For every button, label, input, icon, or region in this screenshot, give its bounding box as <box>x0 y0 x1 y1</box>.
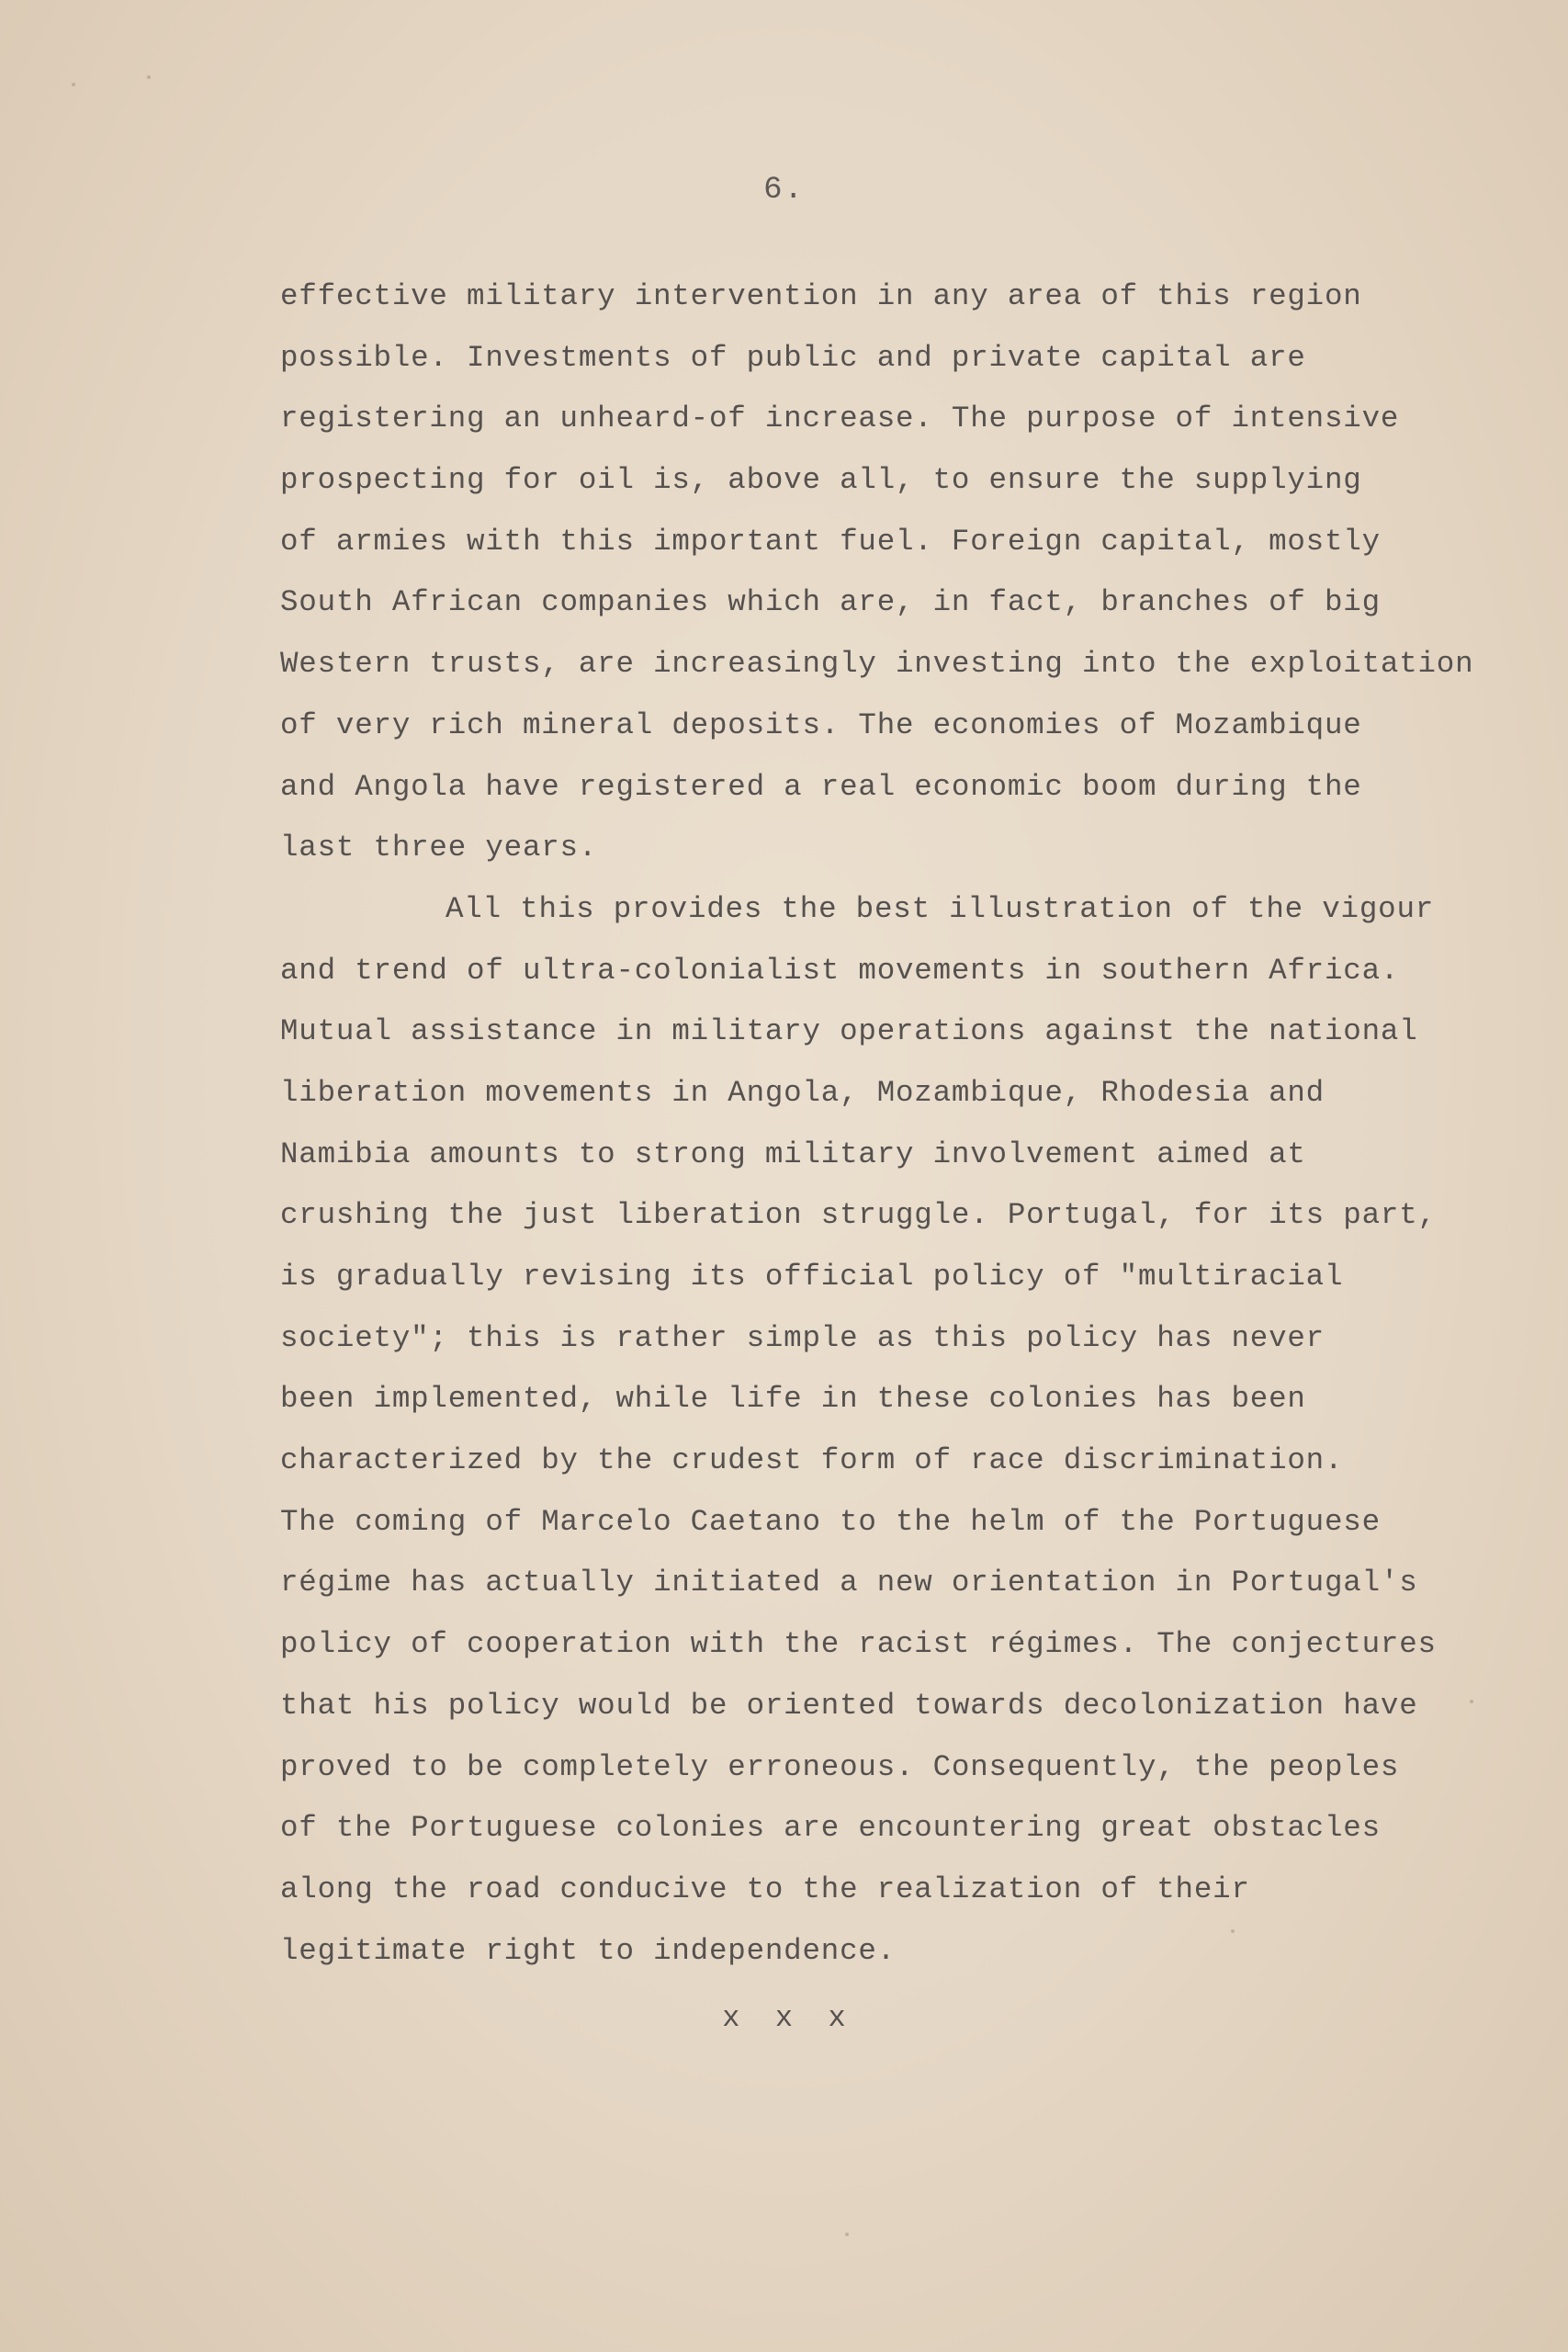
text-line: registering an unheard-of increase. The purpose of intensive <box>280 401 1400 436</box>
text-line: along the road conducive to the realization of their <box>280 1871 1250 1906</box>
paper-speck <box>845 2233 849 2236</box>
text-line: is gradually revising its official policy of "multiracial <box>280 1260 1344 1294</box>
text-line: crushing the just liberation struggle. Portugal, for its part, <box>280 1198 1437 1233</box>
paper-speck <box>147 75 151 79</box>
text-line: and Angola have registered a real economic boom during the <box>280 769 1362 804</box>
text-line: South African companies which are, in fact, branches of big <box>280 585 1381 620</box>
text-line: Namibia amounts to strong military involvement aimed at <box>280 1136 1306 1171</box>
text-line: society"; this is rather simple as this policy has never <box>280 1320 1325 1355</box>
text-line: liberation movements in Angola, Mozambique, Rhodesia and <box>280 1075 1325 1110</box>
text-line: proved to be completely erroneous. Consequently, the peoples <box>280 1749 1400 1784</box>
paper-speck <box>1470 1700 1473 1703</box>
body-text <box>280 266 1511 1982</box>
text-line: The coming of Marcelo Caetano to the helm of the Portuguese <box>280 1504 1381 1539</box>
text-line: of armies with this important fuel. Foreign capital, mostly <box>280 524 1381 559</box>
text-line: prospecting for oil is, above all, to ensure the supplying <box>280 463 1362 498</box>
text-line: régime has actually initiated a new orientation in Portugal's <box>280 1566 1418 1600</box>
text-line: last three years. <box>280 831 598 865</box>
text-line: legitimate right to independence. <box>280 1933 897 1968</box>
text-line: possible. Investments of public and private capital are <box>280 340 1306 375</box>
paper-speck <box>1231 1929 1235 1933</box>
text-line: that his policy would be oriented towards decolonization have <box>280 1688 1418 1723</box>
paper-speck <box>72 83 75 86</box>
paragraph-first-line: All this provides the best illustration of the vigour <box>446 891 1435 926</box>
text-line: of the Portuguese colonies are encountering great obstacles <box>280 1811 1381 1846</box>
text-line: of very rich mineral deposits. The economies of Mozambique <box>280 707 1362 742</box>
text-line: been implemented, while life in these colonies has been <box>280 1382 1306 1417</box>
text-line: policy of cooperation with the racist régimes. The conjectures <box>280 1627 1437 1662</box>
page-number: 6. <box>763 173 805 208</box>
text-line: Western trusts, are increasingly investing into the exploitation <box>280 647 1474 682</box>
text-line: characterized by the crudest form of race discrimination. <box>280 1443 1344 1478</box>
section-separator: x x x <box>722 2001 846 2035</box>
text-line: Mutual assistance in military operations against the national <box>280 1014 1418 1049</box>
text-line: effective military intervention in any area of this region <box>280 279 1362 313</box>
text-line: and trend of ultra-colonialist movements in southern Africa. <box>280 953 1400 988</box>
